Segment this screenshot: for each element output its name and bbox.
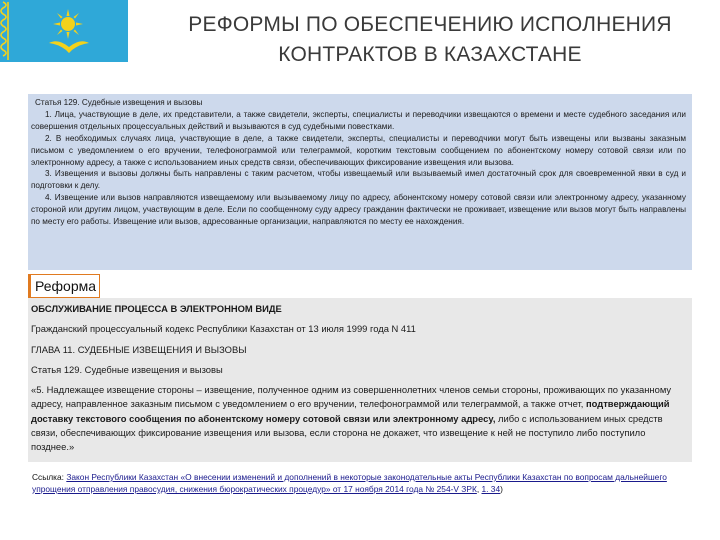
sun-icon (52, 8, 84, 40)
title-line-2: КОНТРАКТОВ В КАЗАХСТАНЕ (278, 43, 582, 66)
reference-separator: , (476, 483, 482, 494)
reform-section-title: ОБСЛУЖИВАНИЕ ПРОЦЕССА В ЭЛЕКТРОННОМ ВИДЕ (31, 303, 282, 314)
ornament-icon (0, 0, 12, 62)
reference-law-link[interactable]: Закон Республики Казахстан «О внесении изменений и дополнений в некоторые законодательные акты Республики Казахстан по вопросам дальнейшего упрощения отправления правосудия, снижения бюрократических процедур» от 17 ноября 2014 года № 254-V ЗРК (32, 472, 667, 494)
reform-chapter: ГЛАВА 11. СУДЕБНЫЕ ИЗВЕЩЕНИЯ И ВЫЗОВЫ (31, 343, 247, 355)
eagle-icon (48, 38, 90, 54)
law-paragraph-3: 3. Извещения и вызовы должны быть направлены с таким расчетом, чтобы извещаемый или вызываемый имел достаточный срок для своевременной явки в суд и подготовки к делу. (31, 169, 686, 191)
reference-box (28, 462, 692, 524)
reference-article-link[interactable]: 1. 34 (481, 483, 501, 494)
reform-text-box (28, 298, 692, 462)
quote-bold-part: подтверждающий доставку текстового сообщения по абонентскому номеру сотовой связи или электронному адресу, (31, 398, 670, 424)
reform-quote (31, 383, 688, 454)
page-title (160, 10, 700, 70)
reform-article: Статья 129. Судебные извещения и вызовы (31, 363, 223, 375)
law-paragraph-4: 4. Извещение или вызов направляются извещаемому или вызываемому лицу по адресу, абонентскому номеру сотовой связи или электронному адресу, указанному стороной или другим лицом, участвующим в деле. Если по сообщенному суду адресу гражданин фактически не проживает, извещение или вызов могут быть направлены по месту его работы. Извещение или вызов, адресованные организации, направляются по месту ее нахождения. (31, 193, 686, 227)
kazakhstan-flag-icon (0, 0, 128, 62)
law-heading: Статья 129. Судебные извещения и вызовы (35, 98, 203, 107)
law-paragraph-1: 1. Лица, участвующие в деле, их представители, а также свидетели, эксперты, специалисты и переводчики извещаются о времени и месте судебного заседания или совершения отдельных процессуальных действий и вызываются в суд судебными повестками. (31, 109, 686, 131)
law-text-box (28, 94, 692, 270)
reference-prefix: Ссылка: (32, 472, 67, 482)
law-paragraph-2: 2. В необходимых случаях лица, участвующие в деле, а также свидетели, эксперты, специалисты и переводчики могут быть извещены или вызваны заказным письмом с уведомлением о его вручении, телефонограммой или телеграммой, коротким текстовым сообщением по абонентскому номеру сотовой связи или по электронному адресу, а также с использованием иных средств связи, обеспечивающих фиксирование извещения или вызова. (31, 133, 686, 167)
reference-suffix: ) (500, 483, 503, 494)
quote-part-1: «5. Надлежащее извещение стороны – извещение, полученное одним из совершеннолетних членов семьи стороны, проживающих по указанному адресу, направленное заказным письмом с уведомлением о его вручении, телефонограммой или телеграммой, а также отчет, (31, 384, 672, 410)
reform-code-name: Гражданский процессуальный кодекс Республики Казахстан от 13 июля 1999 года N 411 (31, 323, 416, 335)
reform-tab-label: Реформа (28, 274, 100, 298)
title-line-1: РЕФОРМЫ ПО ОБЕСПЕЧЕНИЮ ИСПОЛНЕНИЯ (188, 13, 672, 36)
quote-part-2: либо с использованием иных средств связи, обеспечивающих фиксирование извещения или вызова, если сторона не докажет, что извещение к ней не поступило либо поступило позднее.» (31, 412, 663, 453)
